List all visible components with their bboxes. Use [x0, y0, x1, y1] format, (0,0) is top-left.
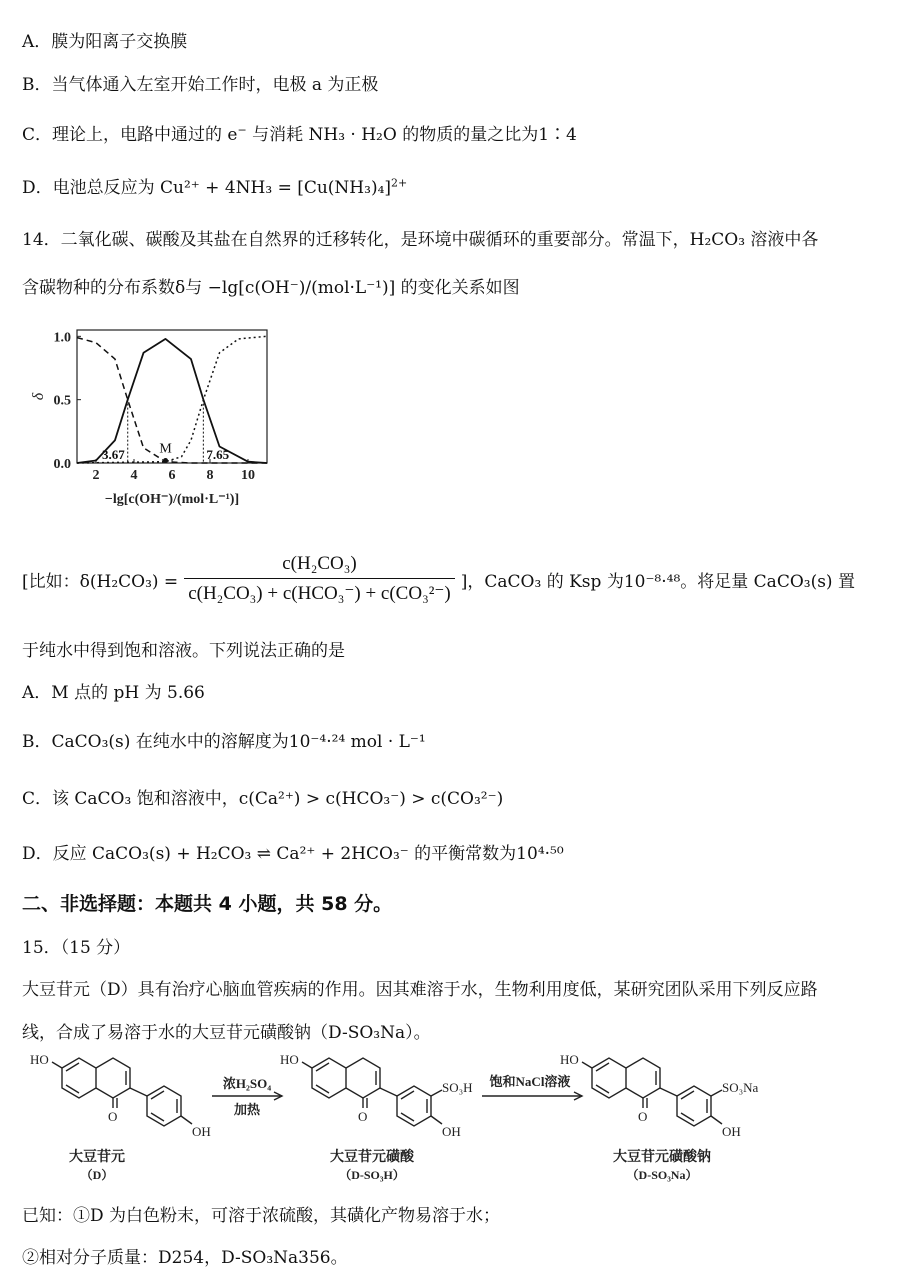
q13-option-c — [22, 120, 577, 145]
y-axis-label: δ — [30, 392, 47, 401]
q14-example-formula — [22, 553, 855, 605]
compound1-code: （D） — [80, 1168, 114, 1182]
compound3-carbonyl-o-label: O — [638, 1109, 648, 1124]
compound2-code: （D-SO₃H） — [339, 1168, 405, 1182]
compound3-name: 大豆苷元磺酸钠 — [613, 1150, 711, 1165]
compound-d-so3h-structure — [302, 1058, 442, 1126]
compound3-code: （D-SO₃Na） — [626, 1168, 698, 1182]
reaction-scheme — [22, 1046, 902, 1186]
q13-option-c-sup: − — [237, 123, 247, 137]
compound2-oh-label: OH — [442, 1124, 461, 1139]
compound1-carbonyl-o-label: O — [108, 1109, 118, 1124]
q14-option-d: D．反应 CaCO₃(s) + H₂CO₃ ⇌ Ca²⁺ + 2HCO₃⁻ 的平衡常数为10⁴·⁵⁰ — [22, 844, 564, 864]
x-tick-label: 8 — [206, 468, 214, 483]
x-tick-label: 2 — [92, 468, 100, 483]
point-m-label: M — [159, 441, 172, 457]
y-tick-label: 0.0 — [53, 457, 71, 472]
section-two-count: 4 — [218, 893, 232, 915]
q13-option-b: B．当气体通入左室开始工作时，电极 a 为正极 — [22, 75, 379, 95]
q15-known-2: ②相对分子质量：D254，D-SO₃Na356。 — [22, 1248, 348, 1268]
q13-option-a: A．膜为阳离子交换膜 — [22, 32, 188, 52]
q14-example-numerator: c(H₂CO₃) — [184, 553, 455, 579]
q13-option-d-sup: 2+ — [391, 176, 408, 190]
point-m-marker — [163, 458, 168, 463]
q14-stem-line3: 于纯水中得到饱和溶液。下列说法正确的是 — [22, 641, 345, 661]
q13-option-d — [22, 173, 407, 198]
compound2-ho-label: HO — [280, 1052, 299, 1067]
section-two-title-a: 二、非选择题：本题共 — [22, 893, 219, 915]
x-tick-label: 6 — [168, 468, 176, 483]
compound-d-so3na-structure — [582, 1058, 722, 1126]
q14-stem-line2: 含碳物种的分布系数δ与 −lg[c(OH⁻)/(mol·L⁻¹)] 的变化关系如图 — [22, 278, 520, 298]
series-dashed-line — [77, 338, 267, 463]
compound-d-structure — [52, 1058, 192, 1126]
section-two-heading — [22, 889, 392, 916]
q14-option-c: C．该 CaCO₃ 饱和溶液中，c(Ca²⁺) > c(HCO₃⁻) > c(CO₃²⁻) — [22, 789, 504, 809]
series-dotted-line — [77, 336, 267, 463]
q13-option-c-text: C．理论上，电路中通过的 e — [22, 125, 238, 145]
x-tick-label: 10 — [241, 468, 255, 483]
compound2-so3h-label: SO₃H — [442, 1080, 473, 1095]
q14-example-suffix: ]，CaCO₃ 的 Ksp 为10⁻⁸·⁴⁸。将足量 CaCO₃(s) 置 — [460, 571, 855, 592]
q14-example-prefix: [比如：δ(H₂CO₃) = — [22, 571, 179, 592]
q14-example-denominator: c(H₂CO₃) + c(HCO₃⁻) + c(CO₃²⁻) — [188, 583, 451, 604]
compound1-oh-label: OH — [192, 1124, 211, 1139]
section-two-title-b: 小题，共 — [231, 893, 322, 915]
compound3-ho-label: HO — [560, 1052, 579, 1067]
q15-heading: 15．（15 分） — [22, 938, 131, 958]
arrow2-reagent: 饱和NaCl溶液 — [489, 1074, 571, 1089]
compound3-so3na-label: SO₃Na — [722, 1080, 759, 1095]
q15-known-1: 已知：①D 为白色粉末，可溶于浓硫酸，其磺化产物易溶于水； — [22, 1206, 501, 1226]
y-tick-label: 1.0 — [53, 330, 71, 346]
q15-stem-line2: 线，合成了易溶于水的大豆苷元磺酸钠（D-SO₃Na）。 — [22, 1023, 431, 1043]
series-solid-line — [77, 339, 267, 463]
x-tick-label: 4 — [130, 468, 138, 483]
q14-option-b: B．CaCO₃(s) 在纯水中的溶解度为10⁻⁴·²⁴ mol · L⁻¹ — [22, 732, 426, 752]
crossover-value-label: 3.67 — [101, 447, 125, 462]
q14-stem-line1: 14．二氧化碳、碳酸及其盐在自然界的迁移转化，是环境中碳循环的重要部分。常温下，H₂CO₃ 溶液中各 — [22, 230, 819, 250]
q13-option-d-text: D．电池总反应为 Cu²⁺ + 4NH₃ = [Cu(NH₃)₄] — [22, 178, 392, 198]
arrow1-reagent: 浓H₂SO₄ — [222, 1076, 272, 1091]
section-two-score: 58 — [321, 893, 348, 915]
y-tick-label: 0.5 — [53, 393, 71, 409]
q13-option-c-rest: 与消耗 NH₃ · H₂O 的物质的量之比为1∶4 — [246, 125, 577, 145]
q14-option-a: A．M 点的 pH 为 5.66 — [22, 683, 205, 703]
compound1-name: 大豆苷元 — [69, 1150, 125, 1165]
compound1-ho-label: HO — [30, 1052, 49, 1067]
compound3-oh-label: OH — [722, 1124, 741, 1139]
q15-stem-line1: 大豆苷元（D）具有治疗心脑血管疾病的作用。因其难溶于水，生物利用度低，某研究团队采用下列反应路 — [22, 980, 818, 1000]
distribution-chart — [22, 318, 282, 528]
compound2-name: 大豆苷元磺酸 — [330, 1150, 414, 1165]
compound2-carbonyl-o-label: O — [358, 1109, 368, 1124]
crossover-value-label: 7.65 — [206, 447, 230, 462]
arrow1-condition: 加热 — [233, 1102, 261, 1117]
q14-example-fraction — [184, 553, 455, 605]
x-axis-label: −lg[c(OH⁻)/(mol·L⁻¹)] — [104, 492, 240, 507]
section-two-title-c: 分。 — [347, 893, 393, 915]
